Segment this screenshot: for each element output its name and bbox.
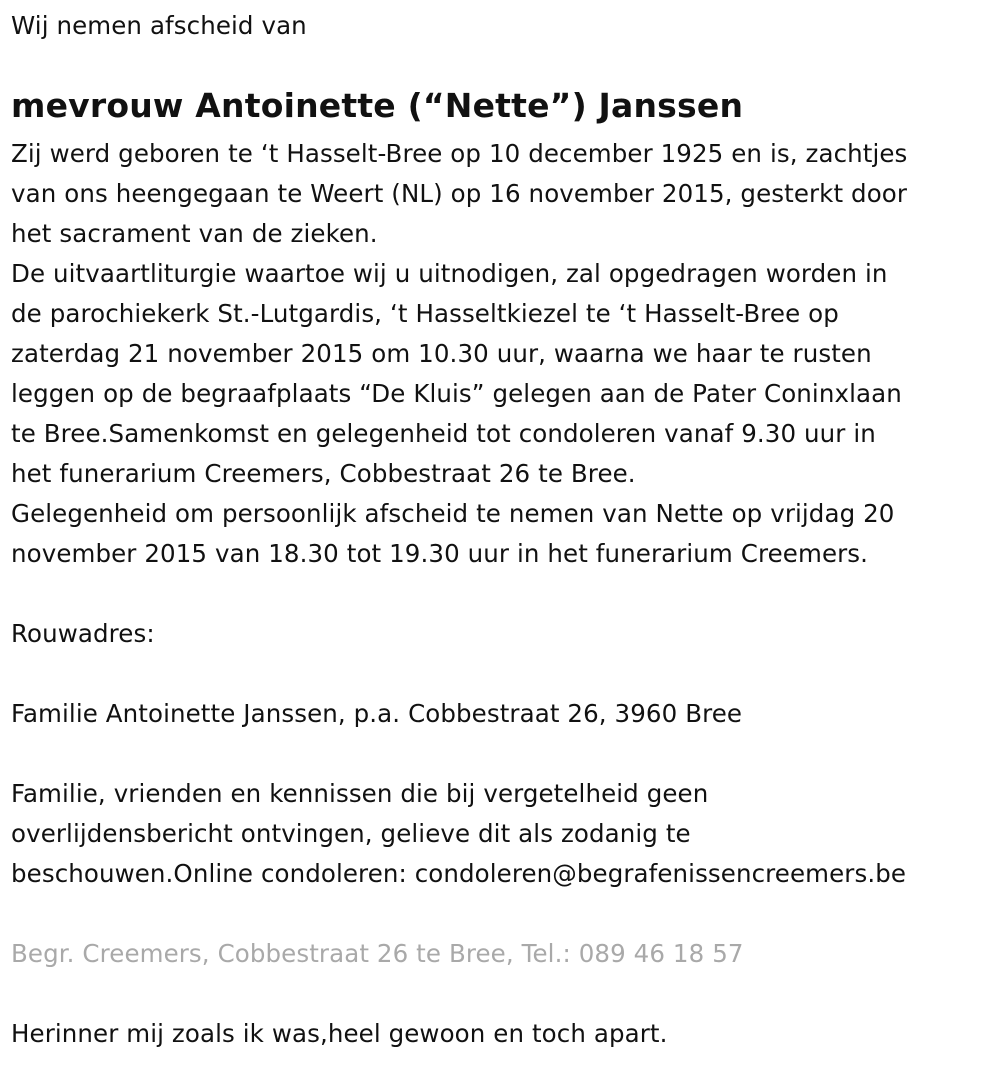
notice-line: overlijdensbericht ontvingen, gelieve dit als zodanig te bbox=[11, 819, 691, 848]
funeral-home-info: Begr. Creemers, Cobbestraat 26 te Bree, Tel.: 089 46 18 57 bbox=[11, 939, 744, 968]
body-line: het funerarium Creemers, Cobbestraat 26 te Bree. bbox=[11, 459, 636, 488]
obituary-body bbox=[11, 134, 907, 574]
body-line: te Bree.Samenkomst en gelegenheid tot condoleren vanaf 9.30 uur in bbox=[11, 419, 876, 448]
closing-quote: Herinner mij zoals ik was,heel gewoon en toch apart. bbox=[11, 1019, 668, 1048]
deceased-name: mevrouw Antoinette (“Nette”) Janssen bbox=[11, 86, 744, 125]
body-line: november 2015 van 18.30 tot 19.30 uur in het funerarium Creemers. bbox=[11, 539, 869, 568]
rouwadres-address: Familie Antoinette Janssen, p.a. Cobbestraat 26, 3960 Bree bbox=[11, 699, 743, 728]
body-line: Gelegenheid om persoonlijk afscheid te nemen van Nette op vrijdag 20 bbox=[11, 499, 895, 528]
notice-block bbox=[11, 774, 906, 894]
body-line: De uitvaartliturgie waartoe wij u uitnodigen, zal opgedragen worden in bbox=[11, 259, 888, 288]
body-line: Zij werd geboren te ‘t Hasselt-Bree op 10 december 1925 en is, zachtjes bbox=[11, 139, 908, 168]
intro-text: Wij nemen afscheid van bbox=[11, 11, 307, 40]
body-line: leggen op de begraafplaats “De Kluis” gelegen aan de Pater Coninxlaan bbox=[11, 379, 902, 408]
body-line: zaterdag 21 november 2015 om 10.30 uur, waarna we haar te rusten bbox=[11, 339, 872, 368]
notice-line: beschouwen.Online condoleren: condoleren@begrafenissencreemers.be bbox=[11, 859, 907, 888]
rouwadres-label: Rouwadres: bbox=[11, 619, 155, 648]
body-line: het sacrament van de zieken. bbox=[11, 219, 378, 248]
body-line: de parochiekerk St.-Lutgardis, ‘t Hasseltkiezel te ‘t Hasselt-Bree op bbox=[11, 299, 839, 328]
notice-line: Familie, vrienden en kennissen die bij vergetelheid geen bbox=[11, 779, 709, 808]
body-line: van ons heengegaan te Weert (NL) op 16 november 2015, gesterkt door bbox=[11, 179, 908, 208]
